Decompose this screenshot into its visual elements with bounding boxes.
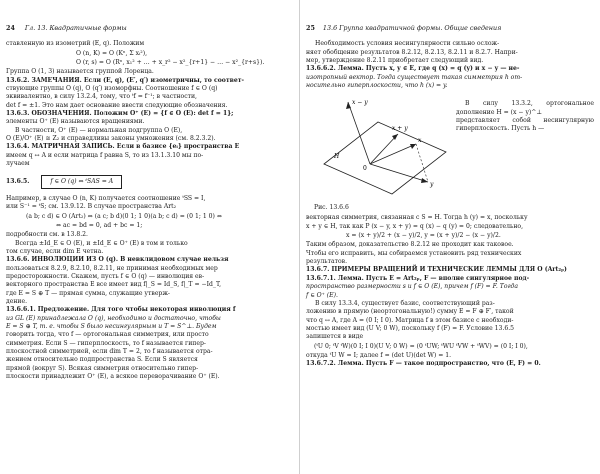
text-line: представляет собой несингулярную гиперплоскость. Пусть h — (456, 117, 594, 133)
text-line: имеем q ↔ A и если матрица f равна S, то из 13.1.3.10 мы по- (6, 151, 204, 159)
label-y: y (430, 181, 434, 189)
text-line: плоскости принадлежит O⁺ (E), а всякое переворачивание O⁺ (E). (6, 373, 220, 381)
formula-line: O (r, s) = O (Rⁿ, x₁² + … + x_r² − x²_{r+1} − … − x²_{r+s}). (76, 59, 265, 67)
text-line: носительно гиперплоскости, что h (x) = y. (306, 82, 448, 90)
left-running-head-title: Гл. 13. Квадратичные формы (24, 24, 127, 32)
text-line: дение. (6, 297, 28, 305)
formula-number: 13.6.5. (6, 177, 30, 185)
label-x: x (418, 137, 422, 145)
text-line: предосторожности. Скажем, пусть f ∈ O (q) — инволюция ев- (6, 272, 205, 280)
diff-vector (348, 102, 370, 164)
diff-arrowhead (346, 102, 351, 109)
label-h: H (334, 153, 340, 161)
formula-line: O (n, K) = O (Kⁿ, Σ xᵢ²), (76, 49, 148, 57)
x-vector (370, 144, 416, 164)
text-line: Чтобы его исправить, мы собираемся установить ряд технических (306, 249, 522, 257)
connector-line (416, 144, 428, 182)
matrix-formula: (ᵗU 0; ᵗV ᵗW)(0 I; I 0)(U V; 0 W) = (0 ᵗUW; ᵗWU ᵗVW + ᵗWV) = (0 I; I 0), (314, 342, 528, 350)
text-line: f ∈ O⁺ (E). (306, 291, 338, 299)
text-line: лучаем (6, 160, 30, 168)
left-running-head (6, 24, 293, 32)
text-line: подробности см. в 13.8.2. (6, 231, 88, 239)
text-line: ставленную из изометрий (E, q). Положим (6, 40, 145, 48)
figure-side-text (456, 100, 594, 133)
text-line: векторная симметрия, связанная с S = H. Тогда h (y) = x, поскольку (306, 214, 528, 222)
text-line: det f = ±1. Это нам дает основание ввести следующие обозначения. (6, 101, 228, 109)
text-line: жением относительно подпространства S. Если S является (6, 356, 198, 364)
left-page-number: 24 (6, 24, 15, 32)
text-line: пространство размерности s и f ∈ O (E), причем f (F) = F. Тогда (306, 283, 519, 291)
text-line: 13.6.6.1. Предложение. Для того чтобы некоторая инволюция f (6, 306, 236, 314)
figure-caption: Рис. 13.6.6 (314, 204, 349, 212)
text-line: плоскостной симметрией, если dim T = 2, то f называется отра- (6, 348, 213, 356)
text-line: Таким образом, доказательство 8.2.12 не проходит как таковое. (306, 241, 514, 249)
text-line: эквивалентно, в силу 13.2.4, тому, что ᵗf = f⁻¹; в частности, (6, 93, 197, 101)
boxed-formula: f ∈ O (q) ⇔ ᵗSAS = A (41, 175, 122, 189)
hyperplane-diagram (306, 94, 456, 204)
text-line: 13.6.7.2. Лемма. Пусть F — такое подпространство, что (E, F) = 0. (306, 360, 541, 368)
text-line: няет обобщение результатов 8.2.12, 8.2.13, 8.2.11 и 8.2.7. Напри- (306, 48, 518, 56)
text-line: 13.6.7. ПРИМЕРЫ ВРАЩЕНИЙ И ТЕХНИЧЕСКИЕ ЛЕММЫ ДЛЯ O (Art₂ₚ) (306, 266, 567, 274)
text-line: прямой (вокруг S). Всякая симметрия относительно гипер- (6, 364, 199, 372)
text-line: Всегда ±Id_E ∈ O (E), и ±Id_E ∈ O⁺ (E) в том и только (15, 239, 188, 247)
text-line: запишется в виде (306, 333, 364, 341)
text-line: откуда ᵗU W = I; далее f = (det U)(det W) = 1. (306, 351, 452, 359)
right-running-head-title: 13.6 Группа квадратичной формы. Общие сведения (322, 24, 502, 32)
text-line: том случае, если dim E четна. (6, 247, 104, 255)
text-line: говорить тогда, что f — ортогональная симметрия, или просто (6, 331, 209, 339)
text-line: элементы O⁺ (E) называются вращениями. (6, 118, 145, 126)
text-line: x + y ∈ H, так как P (x − y, x + y) = q (x) − q (y) = 0; следовательно, (306, 222, 524, 230)
hyperplane-shape (324, 122, 446, 194)
text-line: 13.6.7.1. Лемма. Пусть E = Art₂ₚ, F — вполне сингулярное под- (306, 274, 530, 282)
text-line: мостью имеет вид (U V; 0 W), поскольку f (F) = F. Условие 13.6.5 (306, 324, 515, 332)
text-line: Необходимость условия несингулярности сильно ослож- (315, 40, 500, 48)
matrix-formula: (a b; c d) ∈ O (Art₂) ⇔ (a c; b d)(0 1; 1 0)(a b; c d) = (0 1; 1 0) ⇔ (26, 212, 222, 220)
formula-line: ⇔ ac = bd = 0, ad + bc = 1; (56, 221, 143, 229)
text-line: 13.6.6.2. Лемма. Пусть x, y ∈ E, где q (x) = q (y) и x − y — не- (306, 65, 520, 73)
label-diff: x − y (352, 99, 368, 107)
text-line: изотропный вектор. Тогда существует такая симметрия h от- (306, 73, 523, 81)
label-sum: x + y (392, 125, 408, 133)
right-page-number: 25 (306, 24, 315, 32)
text-line: В частности, O⁺ (E) — нормальная подгруппа O (E), (15, 126, 183, 134)
text-line: 13.6.6. ИНВОЛЮЦИИ ИЗ O (q). В невклидовом случае нельзя (6, 256, 229, 264)
text-line: симметрия. Если S — гиперплоскость, то f называется гипер- (6, 339, 206, 347)
right-running-head (306, 24, 594, 32)
text-line: или S⁻¹ = ᵗS; см. 13.9.12. В случае пространства Art₂ (6, 203, 177, 211)
text-line: Группа O (1, 3) называется группой Лоренца. (6, 68, 154, 76)
text-line: что q ↔ A, где A = (0 I; I 0). Матрица f в этом базисе с необходи- (306, 316, 514, 324)
text-line: ствующие группы O (q), O (q′) изоморфны. Соотношение f ∈ O (q) (6, 85, 218, 93)
text-line: пользоваться 8.2.9, 8.2.10, 8.2.11, не принимая необходимых мер (6, 264, 218, 272)
formula-line: x = (x + y)/2 + (x − y)/2, y = (x + y)/2 − (x − y)/2. (346, 232, 501, 240)
figure-13-6-6 (306, 94, 594, 212)
text-line: E = S ⊕ T, т. е. чтобы S было несингулярным и T = S^⊥. Будем (6, 323, 217, 330)
text-line: мер, утверждение 8.2.11 приобретает следующий вид. (306, 57, 484, 65)
text-line: из GL (E) принадлежала O (q), необходимо и достаточно, чтобы (6, 314, 221, 322)
text-line: Например, в случае O (n, K) получается соотношение ᵗSS = I, (6, 194, 206, 202)
boxed-formula-row (6, 175, 293, 189)
text-line: 13.6.2. ЗАМЕЧАНИЯ. Если (E, q), (E′, q′) изометричны, то соответ- (6, 76, 245, 84)
text-line: O (E)/O⁺ (E) ≅ Z₂ и справедливы законы умножения (см. 8.2.3.2). (6, 135, 216, 143)
text-line: 13.6.3. ОБОЗНАЧЕНИЯ. Положим O⁺ (E) = {f ∈ O (E): det f = 1}; (6, 110, 234, 118)
label-origin: 0 (363, 165, 367, 173)
text-line: векторного пространства E все имеет вид f|_S = Id_S, f|_T = −Id_T, (6, 281, 222, 289)
text-line: В силу 13.3.2, ортогональное дополнение H = (x − y)^⊥ (456, 100, 594, 116)
right-page (300, 0, 600, 474)
text-line: В силу 13.3.4, существует базис, соответствующий раз- (315, 299, 495, 307)
text-line: ложению в прямую (неортогональную!) сумму E = F ⊕ F′, такой (306, 308, 514, 316)
text-line: результатов. (306, 258, 348, 266)
sum-vector (370, 134, 398, 164)
text-line: 13.6.4. МАТРИЧНАЯ ЗАПИСЬ. Если в базисе {eᵢ} пространства E (6, 143, 240, 151)
text-line: где E = S ⊕ T — прямая сумма, служащие утверж- (6, 289, 170, 297)
